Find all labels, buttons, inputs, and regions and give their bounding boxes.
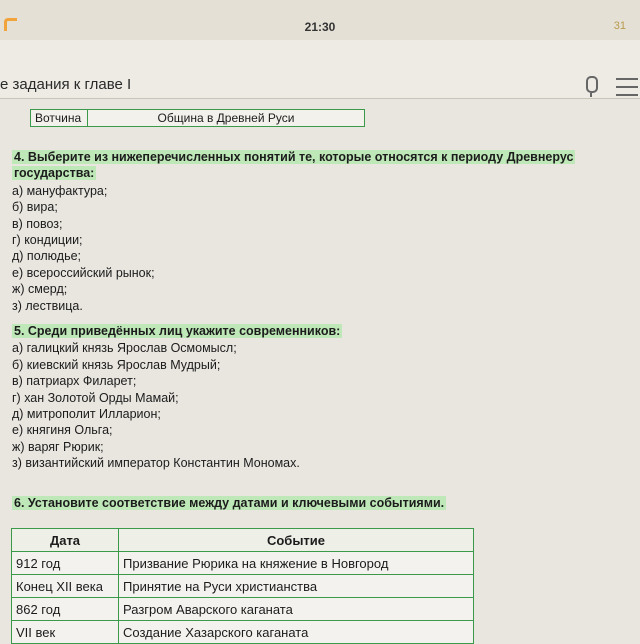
question-4-title-cont: государства:: [14, 166, 95, 181]
question-4-title: 4. Выберите из нижеперечисленных понятий те, которые относятся к периоду Древнерус: [14, 150, 574, 164]
document-content: [0, 99, 640, 640]
question-6-title: 6. Установите соответствие между датами и ключевыми событиями.: [14, 496, 445, 510]
document-title[interactable]: е задания к главе I: [0, 76, 132, 93]
list-item: б) киевский князь Ярослав Мудрый;: [12, 357, 221, 372]
list-item: ж) варяг Рюрик;: [12, 439, 104, 454]
battery-level: 31: [613, 20, 626, 32]
browser-toolbar: [0, 40, 640, 99]
table-row: [12, 575, 474, 598]
list-item: д) митрополит Илларион;: [12, 407, 161, 422]
table-cell: 862 год: [12, 598, 119, 621]
table-row: [12, 621, 474, 644]
table-cell: Принятие на Руси христианства: [119, 575, 474, 598]
list-item: е) всероссийский рынок;: [12, 265, 155, 280]
match-table: [11, 528, 474, 644]
question-6: [12, 495, 446, 511]
list-item: в) повоз;: [12, 216, 63, 231]
microphone-icon[interactable]: [586, 76, 598, 93]
question-5-title: 5. Среди приведённых лиц укажите современников:: [14, 324, 341, 338]
table-cell: Община в Древней Руси: [88, 110, 365, 127]
list-item: г) хан Золотой Орды Мамай;: [12, 390, 179, 405]
column-header-event: Событие: [119, 529, 474, 552]
table-row: [31, 110, 365, 127]
table-cell: Разгром Аварского каганата: [119, 598, 474, 621]
list-item: а) мануфактура;: [12, 183, 108, 198]
list-item: б) вира;: [12, 200, 58, 215]
question-4: [12, 149, 575, 314]
list-item: в) патриарх Филарет;: [12, 374, 137, 389]
table-row: [12, 552, 474, 575]
question-5: [12, 323, 342, 472]
list-item: з) лествица.: [12, 298, 83, 313]
status-time: 21:30: [304, 20, 336, 34]
list-item: з) византийский император Константин Мономах.: [12, 456, 300, 471]
status-bar: [0, 0, 640, 41]
table-cell: 912 год: [12, 552, 119, 575]
top-table: [30, 109, 365, 127]
list-item: д) полюдье;: [12, 249, 82, 264]
table-cell: VII век: [12, 621, 119, 644]
column-header-date: Дата: [12, 529, 119, 552]
menu-icon[interactable]: [616, 78, 638, 96]
table-cell: Конец XII века: [12, 575, 119, 598]
table-header-row: [12, 529, 474, 552]
list-item: г) кондиции;: [12, 233, 83, 248]
table-cell: Создание Хазарского каганата: [119, 621, 474, 644]
list-item: а) галицкий князь Ярослав Осмомысл;: [12, 341, 237, 356]
table-cell: Вотчина: [31, 110, 88, 127]
table-row: [12, 598, 474, 621]
list-item: е) княгиня Ольга;: [12, 423, 113, 438]
table-cell: Призвание Рюрика на княжение в Новгород: [119, 552, 474, 575]
list-item: ж) смерд;: [12, 282, 68, 297]
